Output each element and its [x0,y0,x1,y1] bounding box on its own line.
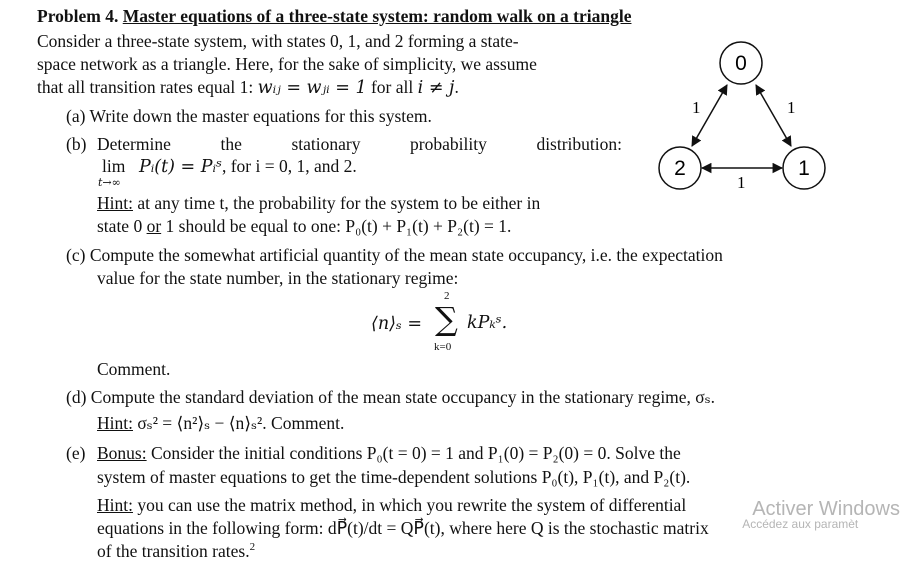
part-b-word: probability [410,134,487,154]
part-e-line-2: system of master equations to get the time-dependent solutions P₀(t), P₁(t), and P₂(t). [97,467,691,487]
hint-label: Hint: [97,413,133,433]
mean-formula-lhs [371,313,422,334]
node-1-label: 1 [798,157,810,180]
part-d-text: Compute the standard deviation of the mean state occupancy in the stationary regime, σₛ. [90,387,716,407]
part-c-line-1 [66,245,723,266]
part-b-word: the [220,134,242,154]
edge-label-bottom: 1 [737,173,746,192]
part-d-hint [97,413,344,434]
part-e-hint-text-3: of the transition rates. [97,541,250,561]
part-c-line-2: value for the state number, in the stationary regime: [97,268,459,288]
part-e-hint-text-1: you can use the matrix method, in which you rewrite the system of differential [132,495,687,515]
intro-line-3-text: that all transition rates equal 1: [37,77,258,97]
part-e-line-1 [97,443,681,464]
edge-0-1 [756,85,791,146]
part-d-hint-text: σₛ² = ⟨n²⟩ₛ − ⟨n⟩ₛ². Comment. [132,413,345,433]
part-b-hint-2 [97,216,511,237]
part-e-label: (e) [66,443,86,463]
part-b-word: stationary [291,134,361,154]
part-d-label: (d) [66,387,87,407]
part-c-comment: Comment. [97,359,171,379]
triangle-diagram [630,30,900,205]
hint-label: Hint: [97,193,133,213]
intro-line-3 [37,77,459,98]
intro-rate-equation: wᵢⱼ = wⱼᵢ = 1 [257,78,367,98]
part-b-word: Determine [97,134,171,154]
part-a [66,106,432,127]
watermark-line-2: Accédez aux paramèt [742,517,859,531]
part-b-hint-text-a: state 0 [97,216,147,236]
part-c-label: (c) [66,245,86,265]
intro-line-2: space network as a triangle. Here, for the sake of simplicity, we assume [37,54,537,74]
part-b-stationary-eq: Pᵢ(t) = Pᵢˢ [139,157,222,177]
intro-line-3-end: . [454,77,459,97]
edge-label-left: 1 [692,98,701,117]
edge-label-right: 1 [787,98,796,117]
sum-lower-limit: k=0 [434,341,452,353]
mean-formula-lhs-text: ⟨n⟩ₛ = [371,314,423,334]
part-b-hint-text-b: 1 should be equal to one: P₀(t) + P₁(t) + P₂(t) = 1. [161,216,512,236]
intro-line-1: Consider a three-state system, with states 0, 1, and 2 forming a state- [37,31,519,51]
part-e-text-1: Consider the initial conditions P₀(t = 0) = 1 and P₁(0) = P₂(0) = 0. Solve the [146,443,681,463]
hint-label: Hint: [97,495,133,515]
part-b-equation [139,156,357,177]
sum-symbol: ∑ [435,300,458,338]
part-e-hint-2: equations in the following form: dP⃗(t)/dt = QP⃗(t), where here Q is the stochastic matrix [97,518,709,538]
part-d-line-1 [66,387,715,408]
part-b-line-1 [97,134,622,155]
part-b-word: distribution: [536,134,622,154]
windows-activation-watermark [742,498,900,531]
part-b-limit: lim [102,156,126,176]
summand: kPₖˢ. [467,313,508,333]
part-e-hint-3 [97,541,255,562]
watermark-line-1: Activer Windows [752,498,900,520]
intro-line-3-mid: for all [366,77,418,97]
sum-upper-limit: 2 [444,290,450,302]
problem-label: Problem 4. [37,6,119,26]
part-b-label: (b) [66,134,87,154]
part-b-limit-sub: t→∞ [98,176,121,189]
part-a-text: Write down the master equations for this system. [89,106,432,126]
part-c-text-1: Compute the somewhat artificial quantity of the mean state occupancy, i.e. the expectation [89,245,723,265]
footnote-mark: 2 [249,541,256,554]
intro-condition: i ≠ j [417,78,455,98]
part-b-hint-or: or [146,216,162,236]
node-2-label: 2 [674,157,686,180]
part-b-hint-text: at any time t, the probability for the system to be either in [132,193,541,213]
part-a-label: (a) [66,106,86,126]
part-b-hint-1 [97,193,540,214]
part-b-eq-tail: , for i = 0, 1, and 2. [221,156,357,176]
part-e-hint-1 [97,495,686,516]
problem-heading: Master equations of a three-state system: random walk on a triangle [122,6,632,26]
problem-title [37,6,631,27]
node-0-label: 0 [735,52,747,75]
bonus-label: Bonus: [97,443,147,463]
